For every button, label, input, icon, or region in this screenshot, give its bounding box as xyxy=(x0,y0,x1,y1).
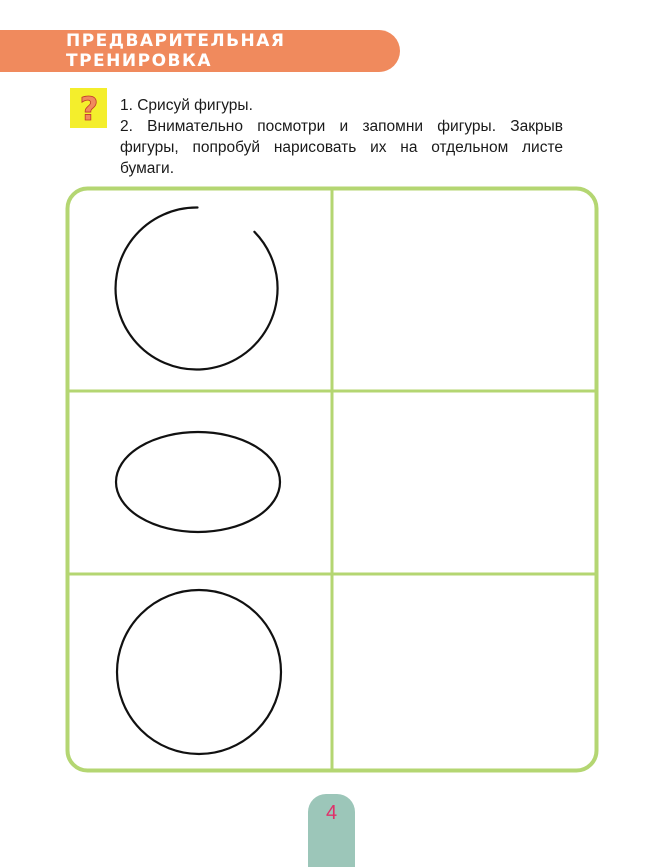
section-banner xyxy=(0,30,400,72)
grid-cell-sample-3 xyxy=(70,577,330,767)
instruction-2: 2. Внимательно посмотри и запомни фигуры. Закрыв фигуры, попробуй нарисовать их на отдельном листе бумаги. xyxy=(120,118,563,177)
svg-text:?: ? xyxy=(79,91,98,125)
grid-cell-draw-1[interactable] xyxy=(334,191,594,389)
grid-cell-draw-3[interactable] xyxy=(334,577,594,767)
page-number: 4 xyxy=(325,802,338,824)
section-title: ПРЕДВАРИТЕЛЬНАЯ ТРЕНИРОВКА xyxy=(66,31,286,71)
question-mark-icon xyxy=(76,91,102,125)
page-number-tab xyxy=(308,794,355,867)
drawing-grid xyxy=(65,186,599,773)
instructions xyxy=(120,95,563,179)
instruction-1: 1. Срисуй фигуры. xyxy=(120,97,253,114)
grid-cell-sample-1 xyxy=(70,191,330,389)
question-badge xyxy=(70,88,107,128)
drawing-grid-svg xyxy=(65,186,599,773)
grid-cell-draw-2[interactable] xyxy=(334,394,594,572)
grid-cell-sample-2 xyxy=(70,394,330,572)
